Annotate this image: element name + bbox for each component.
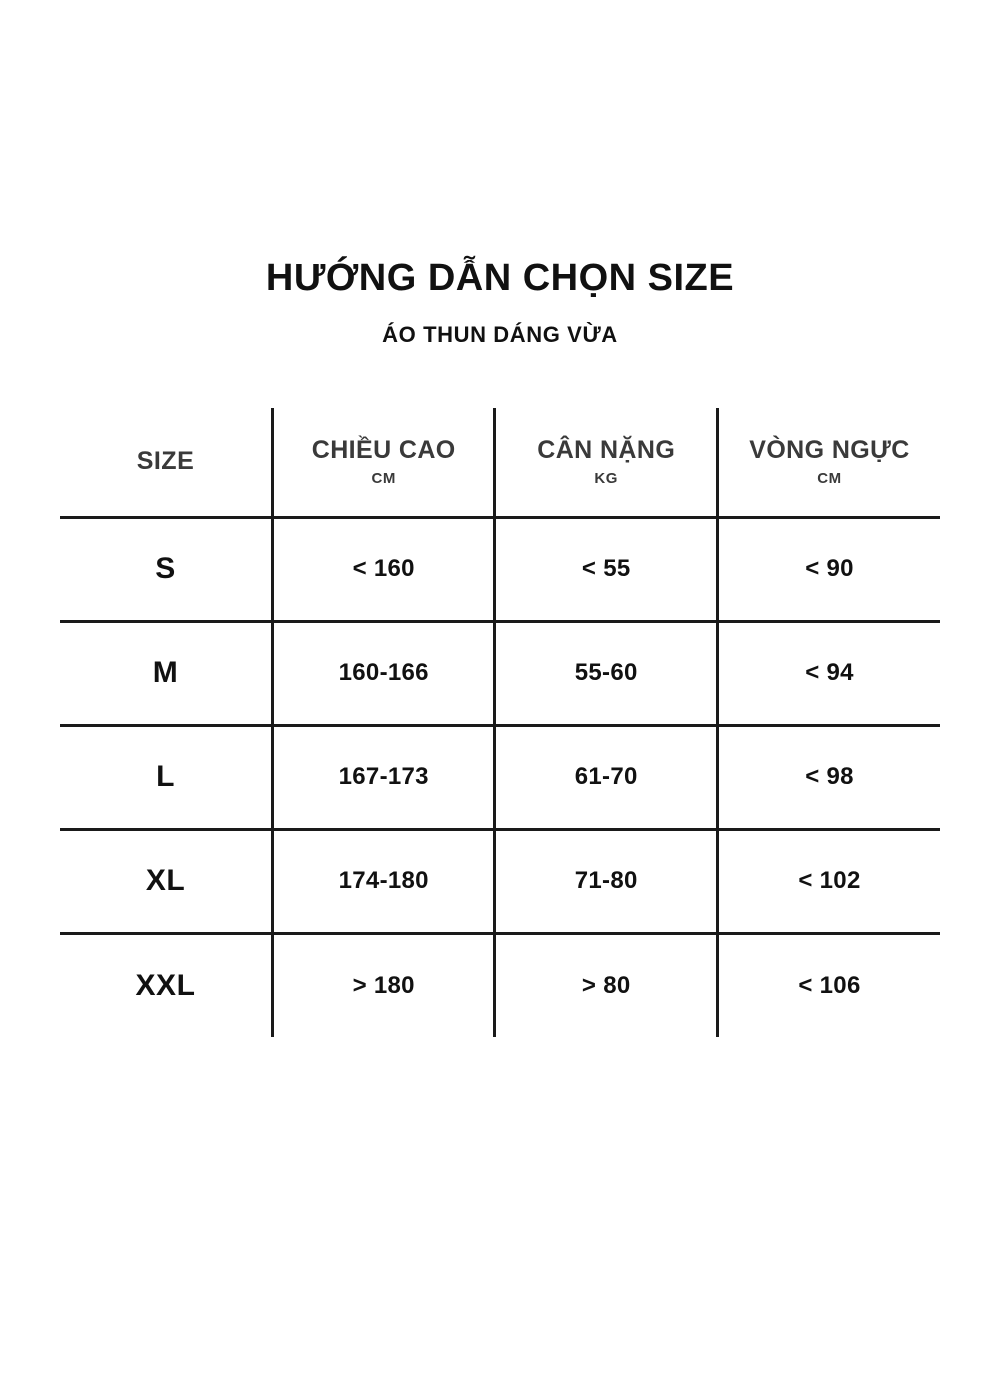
size-table-container	[60, 408, 940, 1038]
column-header-chest	[717, 408, 940, 518]
table-header	[60, 408, 940, 518]
cell-weight: 71-80	[495, 829, 718, 933]
cell-chest: < 102	[717, 829, 940, 933]
cell-size: XXL	[135, 969, 196, 1003]
cell-weight: < 55	[495, 517, 718, 621]
cell-size: S	[60, 517, 272, 621]
column-header-height-label: CHIỀU CAO	[311, 436, 456, 465]
table-row	[60, 933, 940, 1037]
cell-height: < 160	[272, 517, 495, 621]
cell-weight: 55-60	[495, 621, 718, 725]
cell-size: M	[60, 621, 272, 725]
column-header-chest-label: VÒNG NGỰC	[749, 436, 910, 465]
table-body	[60, 517, 940, 1037]
column-header-weight-label: CÂN NẶNG	[537, 436, 676, 465]
cell-chest: < 94	[717, 621, 940, 725]
cell-chest: < 98	[717, 725, 940, 829]
table-header-row	[60, 408, 940, 518]
column-header-chest-unit: CM	[817, 470, 842, 488]
table-row	[60, 517, 940, 621]
cell-height: 167-173	[272, 725, 495, 829]
column-header-height	[272, 408, 495, 518]
column-header-weight-unit: KG	[594, 470, 619, 488]
table-row	[60, 621, 940, 725]
cell-height: 174-180	[272, 829, 495, 933]
cell-chest: < 90	[717, 517, 940, 621]
table-row	[60, 725, 940, 829]
cell-height: > 180	[272, 933, 495, 1037]
cell-chest: < 106	[717, 933, 940, 1037]
cell-weight: > 80	[495, 933, 718, 1037]
size-table	[60, 408, 940, 1038]
table-row	[60, 829, 940, 933]
cell-weight: 61-70	[495, 725, 718, 829]
cell-height: 160-166	[272, 621, 495, 725]
cell-size: XL	[60, 829, 272, 933]
cell-size: L	[60, 725, 272, 829]
page-subtitle: ÁO THUN DÁNG VỪA	[382, 321, 618, 347]
page-title: HƯỚNG DẪN CHỌN SIZE	[265, 257, 735, 299]
column-header-height-unit: CM	[371, 470, 396, 488]
column-header-size: SIZE	[60, 408, 272, 518]
column-header-weight	[495, 408, 718, 518]
